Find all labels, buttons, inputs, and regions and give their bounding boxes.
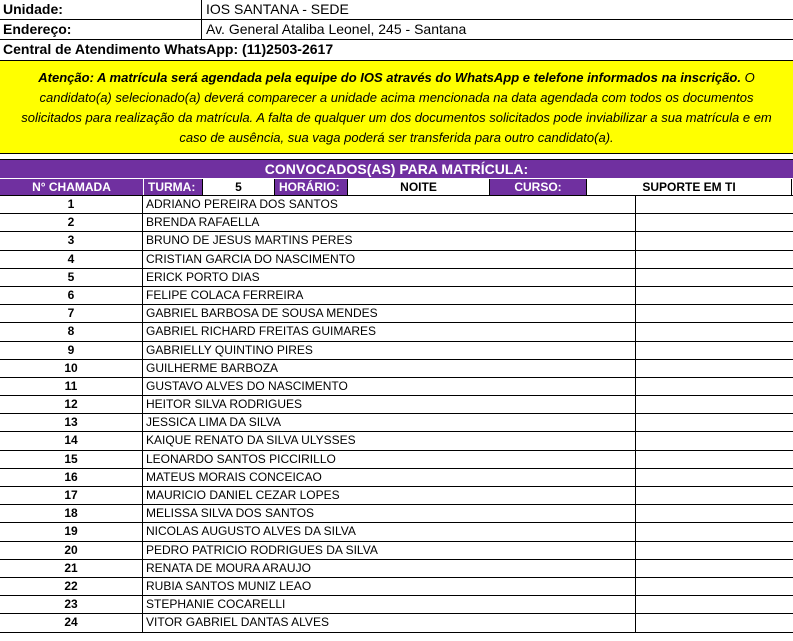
table-row — [0, 214, 793, 232]
table-row — [0, 487, 793, 505]
table-row — [0, 287, 793, 305]
turma-value: 5 — [202, 179, 275, 195]
chamada-number: 8 — [0, 323, 143, 340]
candidate-name: JESSICA LIMA DA SILVA — [143, 414, 636, 431]
candidate-name: STEPHANIE COCARELLI — [143, 596, 636, 613]
section-title: CONVOCADOS(AS) PARA MATRÍCULA: — [0, 159, 793, 178]
unidade-row — [0, 0, 793, 20]
chamada-number: 9 — [0, 342, 143, 359]
chamada-number: 12 — [0, 396, 143, 413]
table-row — [0, 578, 793, 596]
chamada-number: 18 — [0, 505, 143, 522]
candidate-name: NICOLAS AUGUSTO ALVES DA SILVA — [143, 523, 636, 540]
table-row — [0, 614, 793, 632]
table-row — [0, 378, 793, 396]
horario-value: NOITE — [347, 179, 490, 195]
chamada-number: 13 — [0, 414, 143, 431]
unidade-value: IOS SANTANA - SEDE — [206, 1, 349, 17]
table-row — [0, 432, 793, 450]
curso-header: CURSO: — [490, 179, 586, 195]
candidate-name: GABRIEL BARBOSA DE SOUSA MENDES — [143, 305, 636, 322]
chamada-number: 15 — [0, 451, 143, 468]
notice-text: O candidato(a) selecionado(a) deverá comparecer a unidade acima mencionada na data agendada com todos os documentos solicitados para realização da matrícula. A falta de qualquer um dos documentos solicitados pode inviabilizar a sua matrícula e em caso de ausência, sua vaga poderá ser transferida para outro candidato(a). — [21, 70, 772, 145]
table-row — [0, 360, 793, 378]
candidate-name: CRISTIAN GARCIA DO NASCIMENTO — [143, 251, 636, 268]
candidate-name: FELIPE COLACA FERREIRA — [143, 287, 636, 304]
table-row — [0, 469, 793, 487]
candidate-name: VITOR GABRIEL DANTAS ALVES — [143, 614, 636, 631]
table-row — [0, 542, 793, 560]
chamada-number: 3 — [0, 232, 143, 249]
candidate-name: GUILHERME BARBOZA — [143, 360, 636, 377]
chamada-number: 7 — [0, 305, 143, 322]
table-row — [0, 451, 793, 469]
candidate-name: BRENDA RAFAELLA — [143, 214, 636, 231]
table-row — [0, 505, 793, 523]
endereco-label: Endereço: — [0, 20, 202, 39]
candidate-name: MAURICIO DANIEL CEZAR LOPES — [143, 487, 636, 504]
chamada-number: 14 — [0, 432, 143, 449]
table-row — [0, 596, 793, 614]
endereco-value: Av. General Ataliba Leonel, 245 - Santana — [206, 21, 467, 37]
table-row — [0, 560, 793, 578]
horario-header: HORÁRIO: — [275, 179, 347, 195]
chamada-number: 11 — [0, 378, 143, 395]
central-whatsapp-text: Central de Atendimento WhatsApp: (11)2503-2617 — [3, 41, 334, 57]
chamada-number: 17 — [0, 487, 143, 504]
candidate-name: LEONARDO SANTOS PICCIRILLO — [143, 451, 636, 468]
table-row — [0, 323, 793, 341]
chamada-number: 22 — [0, 578, 143, 595]
chamada-header: N° CHAMADA — [0, 179, 143, 195]
candidate-name: MATEUS MORAIS CONCEICAO — [143, 469, 636, 486]
chamada-number: 10 — [0, 360, 143, 377]
candidate-name: RENATA DE MOURA ARAUJO — [143, 560, 636, 577]
candidate-name: RUBIA SANTOS MUNIZ LEAO — [143, 578, 636, 595]
candidate-name: MELISSA SILVA DOS SANTOS — [143, 505, 636, 522]
chamada-number: 20 — [0, 542, 143, 559]
table-header — [0, 178, 793, 196]
candidate-name: BRUNO DE JESUS MARTINS PERES — [143, 232, 636, 249]
chamada-number: 21 — [0, 560, 143, 577]
candidate-name: ERICK PORTO DIAS — [143, 269, 636, 286]
candidate-name: KAIQUE RENATO DA SILVA ULYSSES — [143, 432, 636, 449]
candidate-name: GUSTAVO ALVES DO NASCIMENTO — [143, 378, 636, 395]
curso-value: SUPORTE EM TI — [586, 179, 792, 195]
table-row — [0, 305, 793, 323]
notice-bold-text: Atenção: A matrícula será agendada pela equipe do IOS através do WhatsApp e telefone informados na inscrição. — [38, 70, 741, 85]
chamada-number: 2 — [0, 214, 143, 231]
attention-notice — [0, 60, 793, 154]
endereco-row — [0, 20, 793, 40]
table-row — [0, 232, 793, 250]
chamada-number: 23 — [0, 596, 143, 613]
chamada-number: 19 — [0, 523, 143, 540]
table-row — [0, 269, 793, 287]
chamada-number: 6 — [0, 287, 143, 304]
table-row — [0, 251, 793, 269]
chamada-number: 16 — [0, 469, 143, 486]
chamada-number: 4 — [0, 251, 143, 268]
central-row — [0, 40, 793, 60]
candidate-name: HEITOR SILVA RODRIGUES — [143, 396, 636, 413]
table-row — [0, 342, 793, 360]
candidate-name: GABRIELLY QUINTINO PIRES — [143, 342, 636, 359]
turma-header: TURMA: — [143, 179, 202, 195]
candidate-name: GABRIEL RICHARD FREITAS GUIMARES — [143, 323, 636, 340]
table-row — [0, 196, 793, 214]
table-row — [0, 414, 793, 432]
chamada-number: 1 — [0, 196, 143, 213]
chamada-number: 24 — [0, 614, 143, 631]
candidate-name: PEDRO PATRICIO RODRIGUES DA SILVA — [143, 542, 636, 559]
table-row — [0, 523, 793, 541]
chamada-number: 5 — [0, 269, 143, 286]
table-row — [0, 396, 793, 414]
unidade-label: Unidade: — [0, 0, 202, 19]
candidate-name: ADRIANO PEREIRA DOS SANTOS — [143, 196, 636, 213]
candidates-table — [0, 196, 793, 633]
